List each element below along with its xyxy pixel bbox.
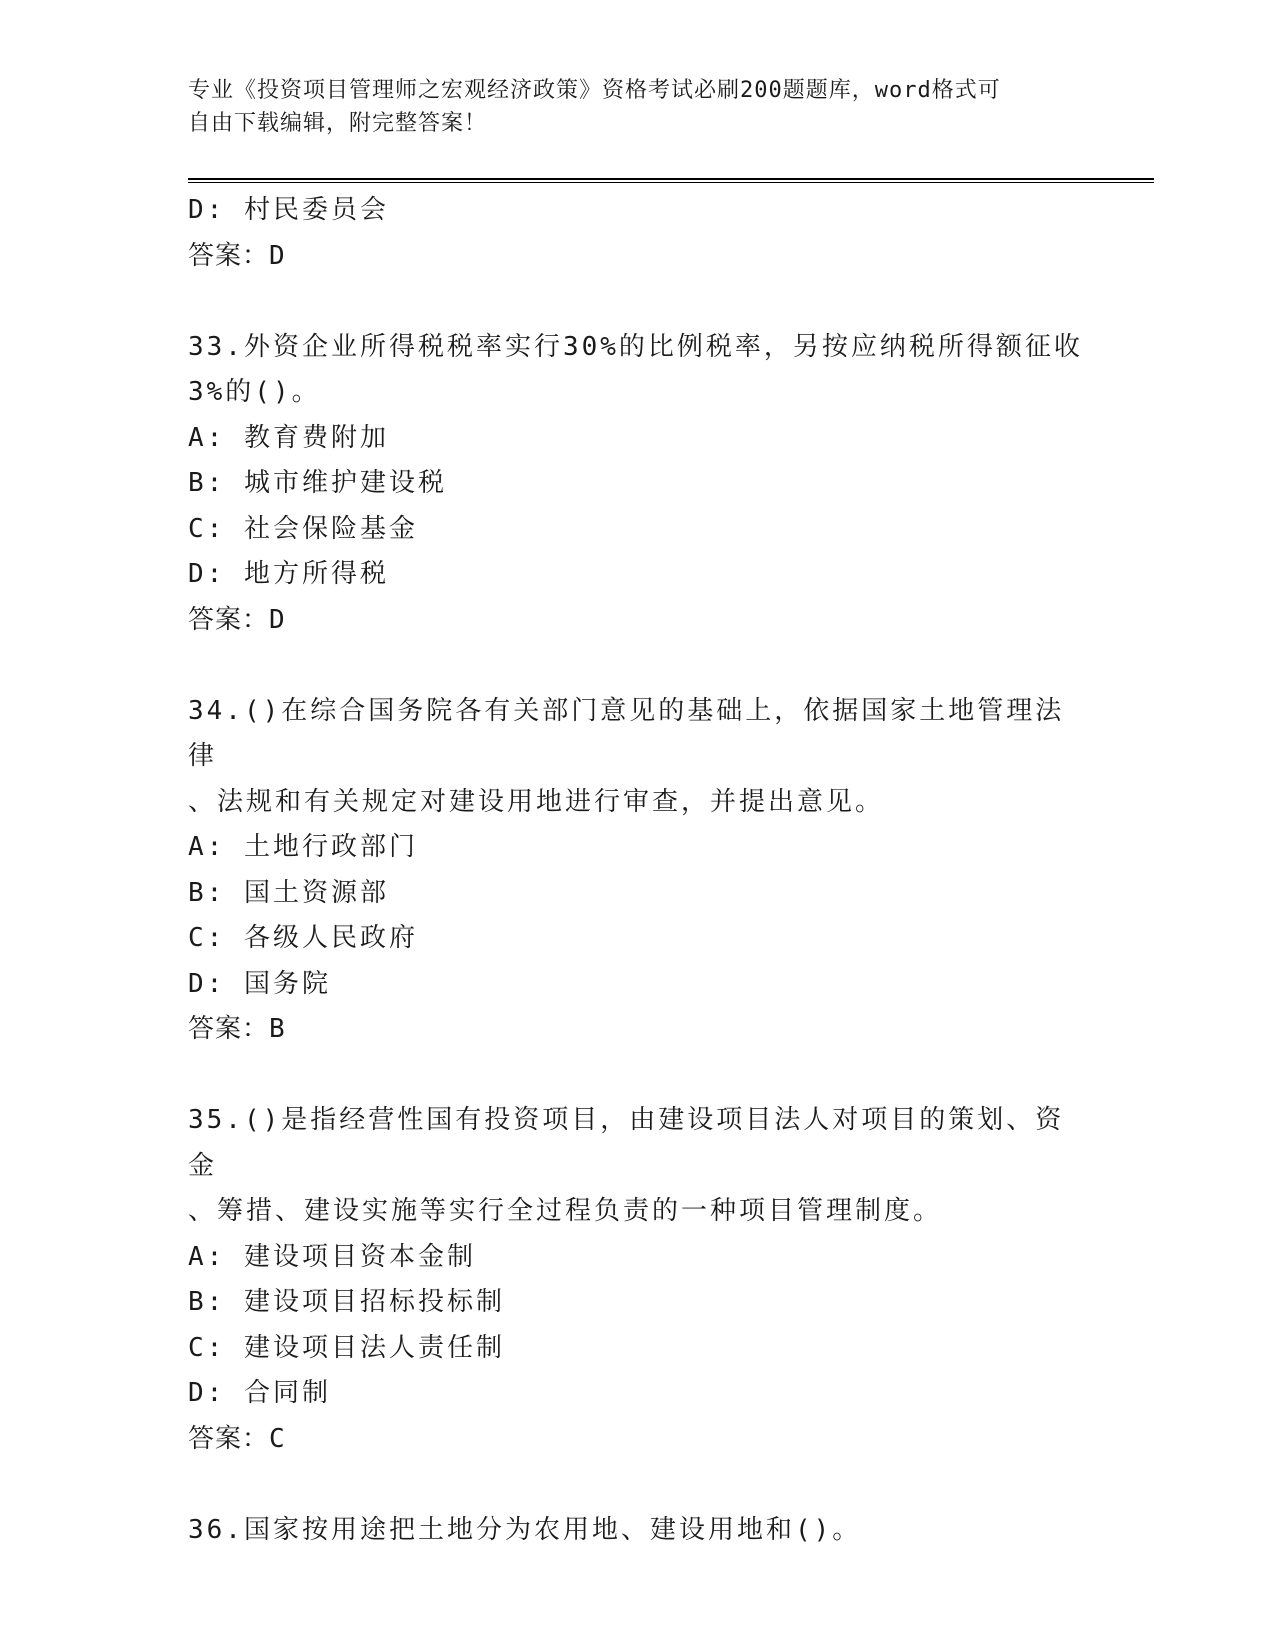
answer-line (188, 1007, 1088, 1053)
question-stem-continued: 、法规和有关规定对建设用地进行审查，并提出意见。 (188, 786, 885, 817)
header-title-line-2: 自由下载编辑，附完整答案！ (188, 111, 488, 136)
option-a: A: 建设项目资本金制 (188, 1241, 476, 1272)
question-list (188, 188, 1088, 1553)
option-b: B: 建设项目招标投标制 (188, 1287, 505, 1317)
question-stem: 35.()是指经营性国有投资项目，由建设项目法人对项目的策划、资金 (188, 1105, 1065, 1181)
question-35 (188, 1098, 1088, 1462)
spacer (188, 279, 1088, 325)
answer-value: B (269, 1014, 286, 1044)
option-c: C: 建设项目法人责任制 (188, 1332, 505, 1363)
option-c: C: 各级人民政府 (188, 923, 418, 953)
header-title-line-1: 专业《投资项目管理师之宏观经济政策》资格考试必刷200题题库，word格式可 (188, 78, 1001, 103)
option-a: A: 土地行政部门 (188, 832, 418, 862)
answer-label: 答案： (188, 1423, 270, 1454)
answer-value: D (269, 240, 286, 271)
option-d: D: 村民委员会 (188, 195, 389, 225)
answer-line (188, 234, 1088, 280)
question-33 (188, 325, 1088, 644)
question-stem: 34.()在综合国务院各有关部门意见的基础上，依据国家土地管理法律 (188, 695, 1065, 771)
question-34 (188, 689, 1088, 1053)
answer-label: 答案： (188, 1014, 270, 1044)
answer-line (188, 1417, 1088, 1463)
answer-label: 答案： (188, 604, 270, 635)
question-stem-continued: 3%的()。 (188, 377, 321, 407)
spacer (188, 643, 1088, 689)
document-header (188, 74, 1088, 140)
option-c: C: 社会保险基金 (188, 513, 418, 544)
option-b: B: 国土资源部 (188, 877, 389, 908)
answer-label: 答案： (188, 240, 270, 271)
question-stem: 33.外资企业所得税税率实行30%的比例税率，另按应纳税所得额征收 (188, 331, 1083, 362)
answer-line (188, 598, 1088, 644)
spacer (188, 1462, 1088, 1508)
spacer (188, 1053, 1088, 1099)
question-36 (188, 1508, 1088, 1554)
question-stem: 36.国家按用途把土地分为农用地、建设用地和()。 (188, 1514, 862, 1545)
option-d: D: 合同制 (188, 1378, 331, 1408)
header-divider (188, 178, 1154, 183)
option-b: B: 城市维护建设税 (188, 468, 447, 498)
question-stem-continued: 、筹措、建设实施等实行全过程负责的一种项目管理制度。 (188, 1196, 943, 1226)
answer-value: C (269, 1423, 286, 1454)
option-a: A: 教育费附加 (188, 422, 389, 453)
option-d: D: 国务院 (188, 968, 331, 999)
answer-value: D (269, 604, 286, 635)
option-d: D: 地方所得税 (188, 559, 389, 589)
